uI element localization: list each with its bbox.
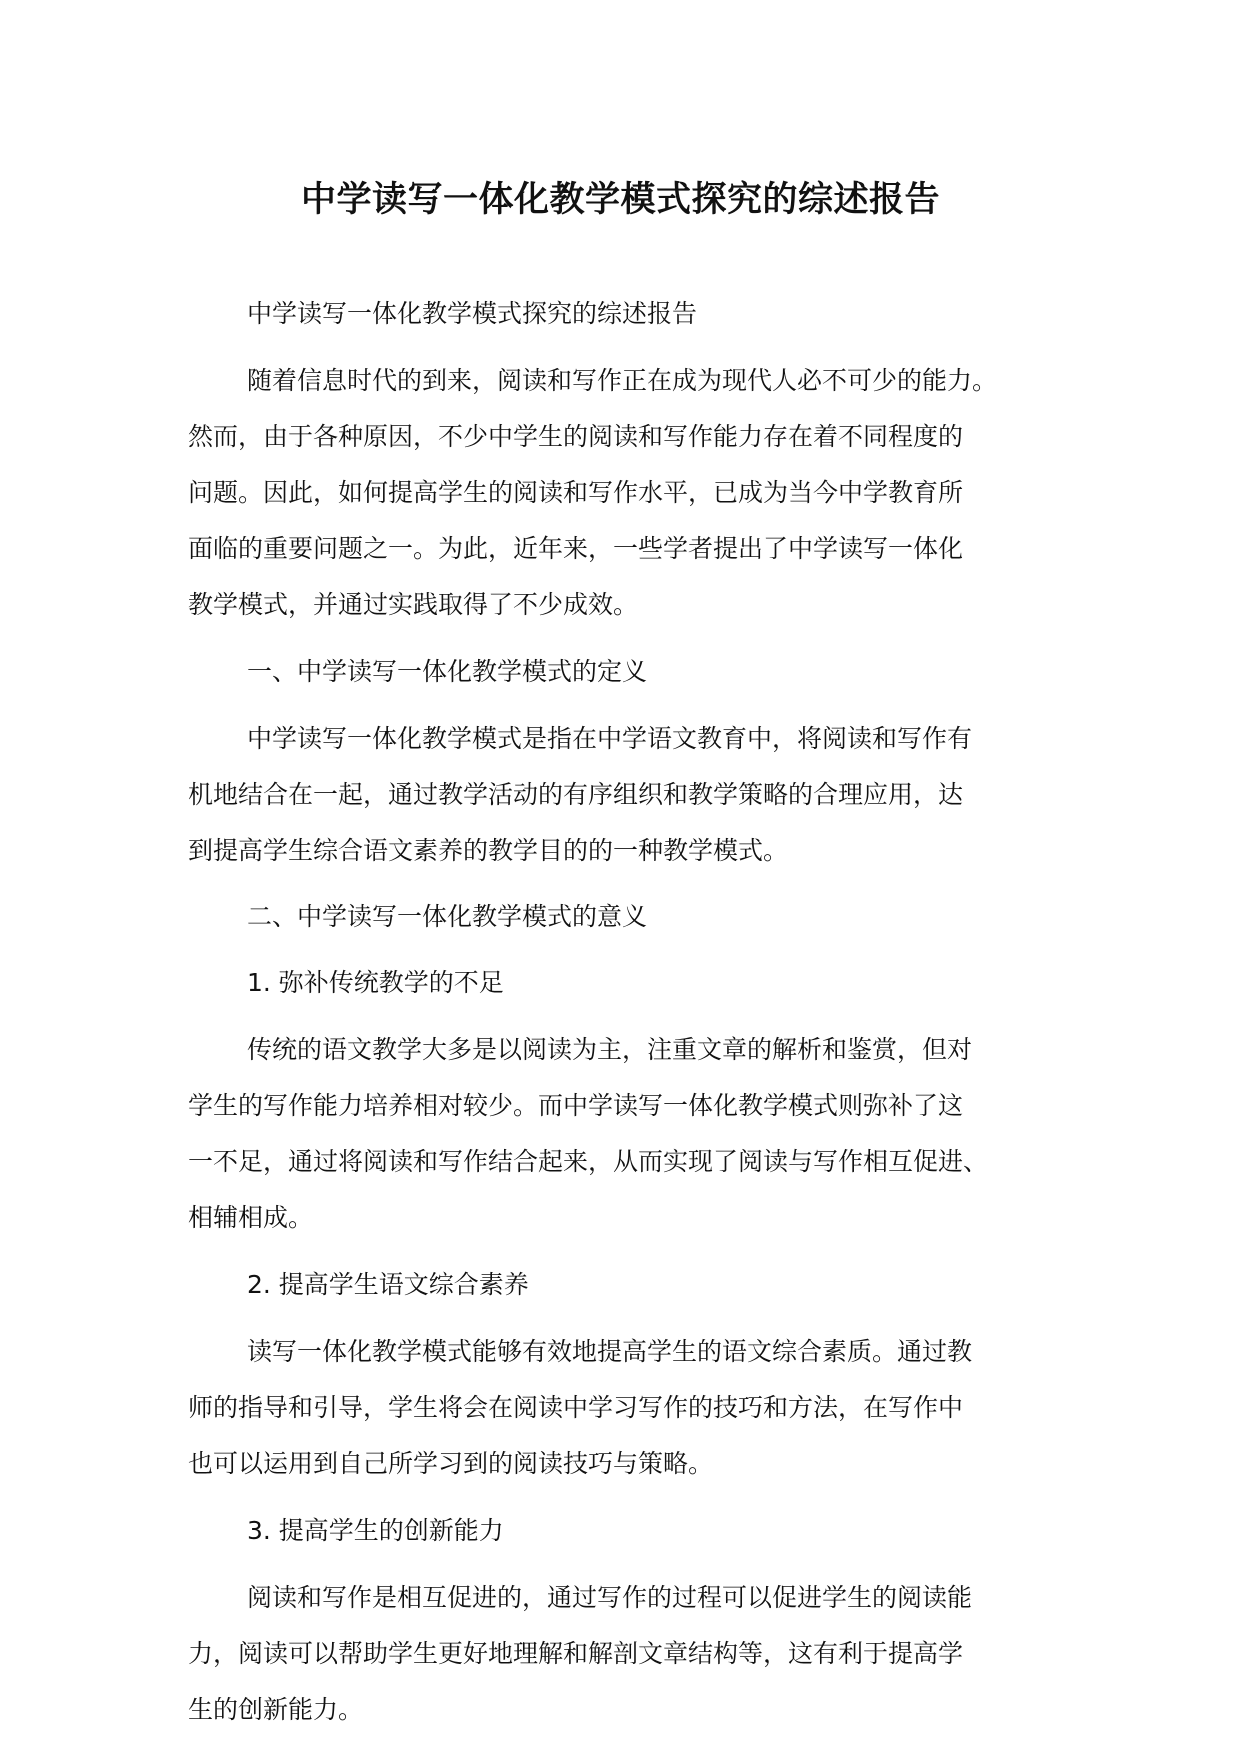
paragraph-line: 也可以运用到自己所学习到的阅读技巧与策略。 (188, 1449, 714, 1478)
paragraph-line: 生的创新能力。 (188, 1695, 364, 1724)
paragraph-line: 师的指导和引导，学生将会在阅读中学习写作的技巧和方法，在写作中 (188, 1393, 964, 1422)
document-title: 中学读写一体化教学模式探究的综述报告 (300, 180, 940, 220)
section-heading: 一、中学读写一体化教学模式的定义 (247, 657, 648, 686)
paragraph-line: 阅读和写作是相互促进的，通过写作的过程可以促进学生的阅读能 (247, 1583, 973, 1612)
paragraph-line: 读写一体化教学模式能够有效地提高学生的语文综合素质。通过教 (247, 1337, 973, 1366)
paragraph-line: 一不足，通过将阅读和写作结合起来，从而实现了阅读与写作相互促进、 (188, 1147, 989, 1176)
paragraph-line: 传统的语文教学大多是以阅读为主，注重文章的解析和鉴赏，但对 (247, 1035, 973, 1064)
subsection-heading: 3. 提高学生的创新能力 (247, 1516, 504, 1545)
paragraph-line: 随着信息时代的到来，阅读和写作正在成为现代人必不可少的能力。 (247, 366, 998, 395)
paragraph-line: 问题。因此，如何提高学生的阅读和写作水平，已成为当今中学教育所 (188, 478, 964, 507)
paragraph-line: 中学读写一体化教学模式是指在中学语文教育中，将阅读和写作有 (247, 724, 973, 753)
paragraph-line: 学生的写作能力培养相对较少。而中学读写一体化教学模式则弥补了这 (188, 1091, 964, 1120)
paragraph-line: 然而，由于各种原因，不少中学生的阅读和写作能力存在着不同程度的 (188, 422, 964, 451)
paragraph-line: 面临的重要问题之一。为此，近年来，一些学者提出了中学读写一体化 (188, 534, 964, 563)
paragraph-line: 机地结合在一起，通过教学活动的有序组织和教学策略的合理应用，达 (188, 780, 964, 809)
paragraph-line: 教学模式，并通过实践取得了不少成效。 (188, 590, 639, 619)
paragraph-line: 相辅相成。 (188, 1203, 314, 1232)
subsection-heading: 1. 弥补传统教学的不足 (247, 968, 504, 997)
section-heading: 二、中学读写一体化教学模式的意义 (247, 902, 648, 931)
subtitle-line: 中学读写一体化教学模式探究的综述报告 (247, 299, 698, 328)
paragraph-line: 力，阅读可以帮助学生更好地理解和解剖文章结构等，这有利于提高学 (188, 1639, 964, 1668)
paragraph-line: 到提高学生综合语文素养的教学目的的一种教学模式。 (188, 836, 789, 865)
subsection-heading: 2. 提高学生语文综合素养 (247, 1270, 529, 1299)
